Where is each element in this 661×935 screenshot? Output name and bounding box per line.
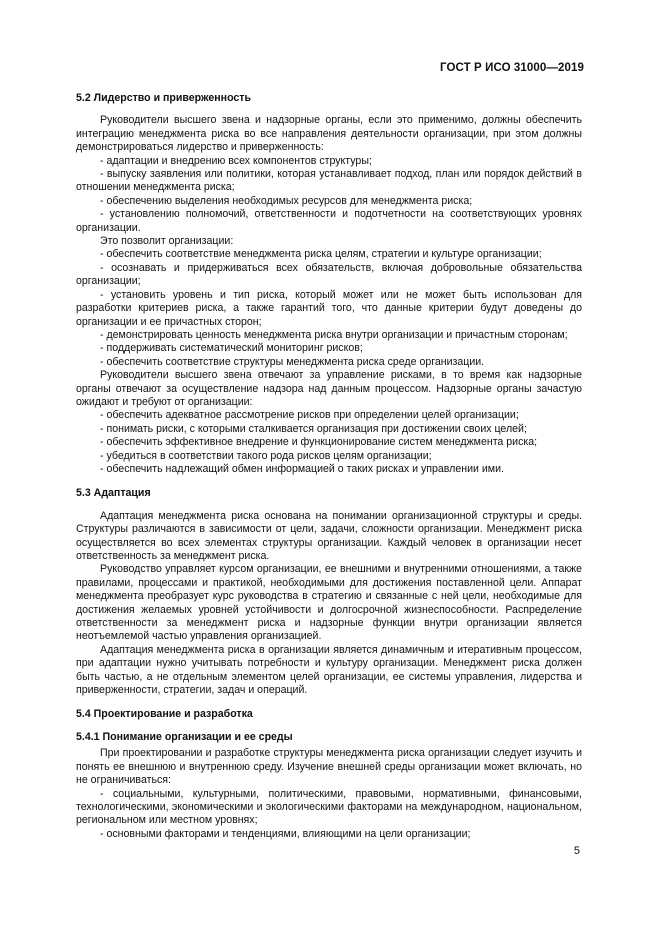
section-5-3-paragraph-2: Руководство управляет курсом организации, ее внешними и внутренними отношениями, а также правилами, процессами и практикой, необходимыми для достижения поставленной цели. Аппарат менеджмента преобразует курс руководства в стратегию и связанные с ней цели, необходимые для достижения желаемых уровней устойчивости и долгосрочной жизнеспособности. Распределение ответственности за менеджмент риска и надзорные функции внутри организации является неотъемлемой частью управления организацией.: [76, 563, 582, 643]
section-5-3-paragraph-1: Адаптация менеджмента риска основана на понимании организационной структуры и среды. Структуры различаются в зависимости от цели, задачи, сложности организации. Менеджмент риска осуществляется во всех элементах структуры организации. Каждый человек в организации несет ответственность за менеджмент риска.: [76, 509, 582, 562]
list-item: - социальными, культурными, политическими, правовыми, нормативными, финансовыми, технологическими, экономическими и экологическими факторами на международном, национальном, региональном или местном уровнях;: [76, 787, 582, 827]
list-item: - обеспечить соответствие структуры менеджмента риска среде организации.: [100, 355, 485, 368]
list-item: - установлению полномочий, ответственности и подотчетности на соответствующих уровнях организации.: [76, 208, 582, 234]
list-item: - установить уровень и тип риска, который может или не может быть использован для разработки критериев риска, а также гарантий того, что данные критерии будут доведены до организации и ее причастных сторон;: [76, 288, 582, 328]
list-item: - демонстрировать ценность менеджмента риска внутри организации и причастным сторонам;: [100, 328, 568, 341]
list-item: - убедиться в соответствии такого рода рисков целям организации;: [100, 449, 432, 462]
section-5-2-heading: 5.2 Лидерство и приверженность: [76, 92, 251, 104]
list-item: - обеспечить эффективное внедрение и функционирование систем менеджмента риска;: [100, 436, 538, 449]
page-number: 5: [573, 845, 580, 857]
section-5-3-heading: 5.3 Адаптация: [76, 487, 151, 500]
list-item: - обеспечить соответствие менеджмента риска целям, стратегии и культуре организации;: [100, 248, 542, 261]
list-item: - выпуску заявления или политики, которая устанавливает подход, план или порядок действий в отношении менеджмента риска;: [76, 168, 582, 194]
document-header: ГОСТ Р ИСО 31000—2019: [439, 62, 584, 74]
section-5-2-paragraph-2: Это позволит организации:: [100, 235, 234, 248]
section-5-3-paragraph-3: Адаптация менеджмента риска в организации является динамичным и итеративным процессом, при адаптации нужно учитывать потребности и культуру организации. Менеджмент риска должен быть частью, а не отдельным элементом целей организации, ее системы управления, лидерства и приверженности, стратегии, задач и операций.: [76, 643, 582, 697]
section-5-4-1-paragraph-1: При проектировании и разработке структуры менеджмента риска организации следует изучить и понять ее внешнюю и внутреннюю среду. Изучение внешней среды организации может включать, но не ограничиваться:: [76, 747, 582, 787]
list-item: - основными факторами и тенденциями, влияющими на цели организации;: [100, 827, 471, 840]
list-item: - обеспечить адекватное рассмотрение рисков при определении целей организации;: [100, 409, 519, 422]
document-body: [76, 92, 582, 841]
section-5-2-paragraph-1: Руководители высшего звена и надзорные органы, если это применимо, должны обеспечить интеграцию менеджмента риска во все направления деятельности организации, при этом должны демонстрироваться лидерство и приверженность:: [76, 114, 582, 154]
list-item: - обеспечить надлежащий обмен информацией о таких рисках и управлении ими.: [100, 462, 504, 475]
section-5-4-heading: 5.4 Проектирование и разработка: [76, 708, 253, 721]
list-item: - понимать риски, с которыми сталкивается организация при достижении своих целей;: [100, 422, 527, 435]
section-5-2-paragraph-3: Руководители высшего звена отвечают за управление рисками, в то время как надзорные органы отвечают за осуществление надзора над данным процессом. Надзорные органы зачастую ожидают и требуют от организации:: [76, 369, 582, 408]
list-item: - адаптации и внедрению всех компонентов структуры;: [100, 154, 372, 167]
list-item: - осознавать и придерживаться всех обязательств, включая добровольные обязательства организации;: [76, 261, 582, 288]
list-item: - поддерживать систематический мониторинг рисков;: [100, 342, 363, 355]
section-5-4-1-heading: 5.4.1 Понимание организации и ее среды: [76, 730, 293, 743]
list-item: - обеспечению выделения необходимых ресурсов для менеджмента риска;: [100, 194, 473, 207]
